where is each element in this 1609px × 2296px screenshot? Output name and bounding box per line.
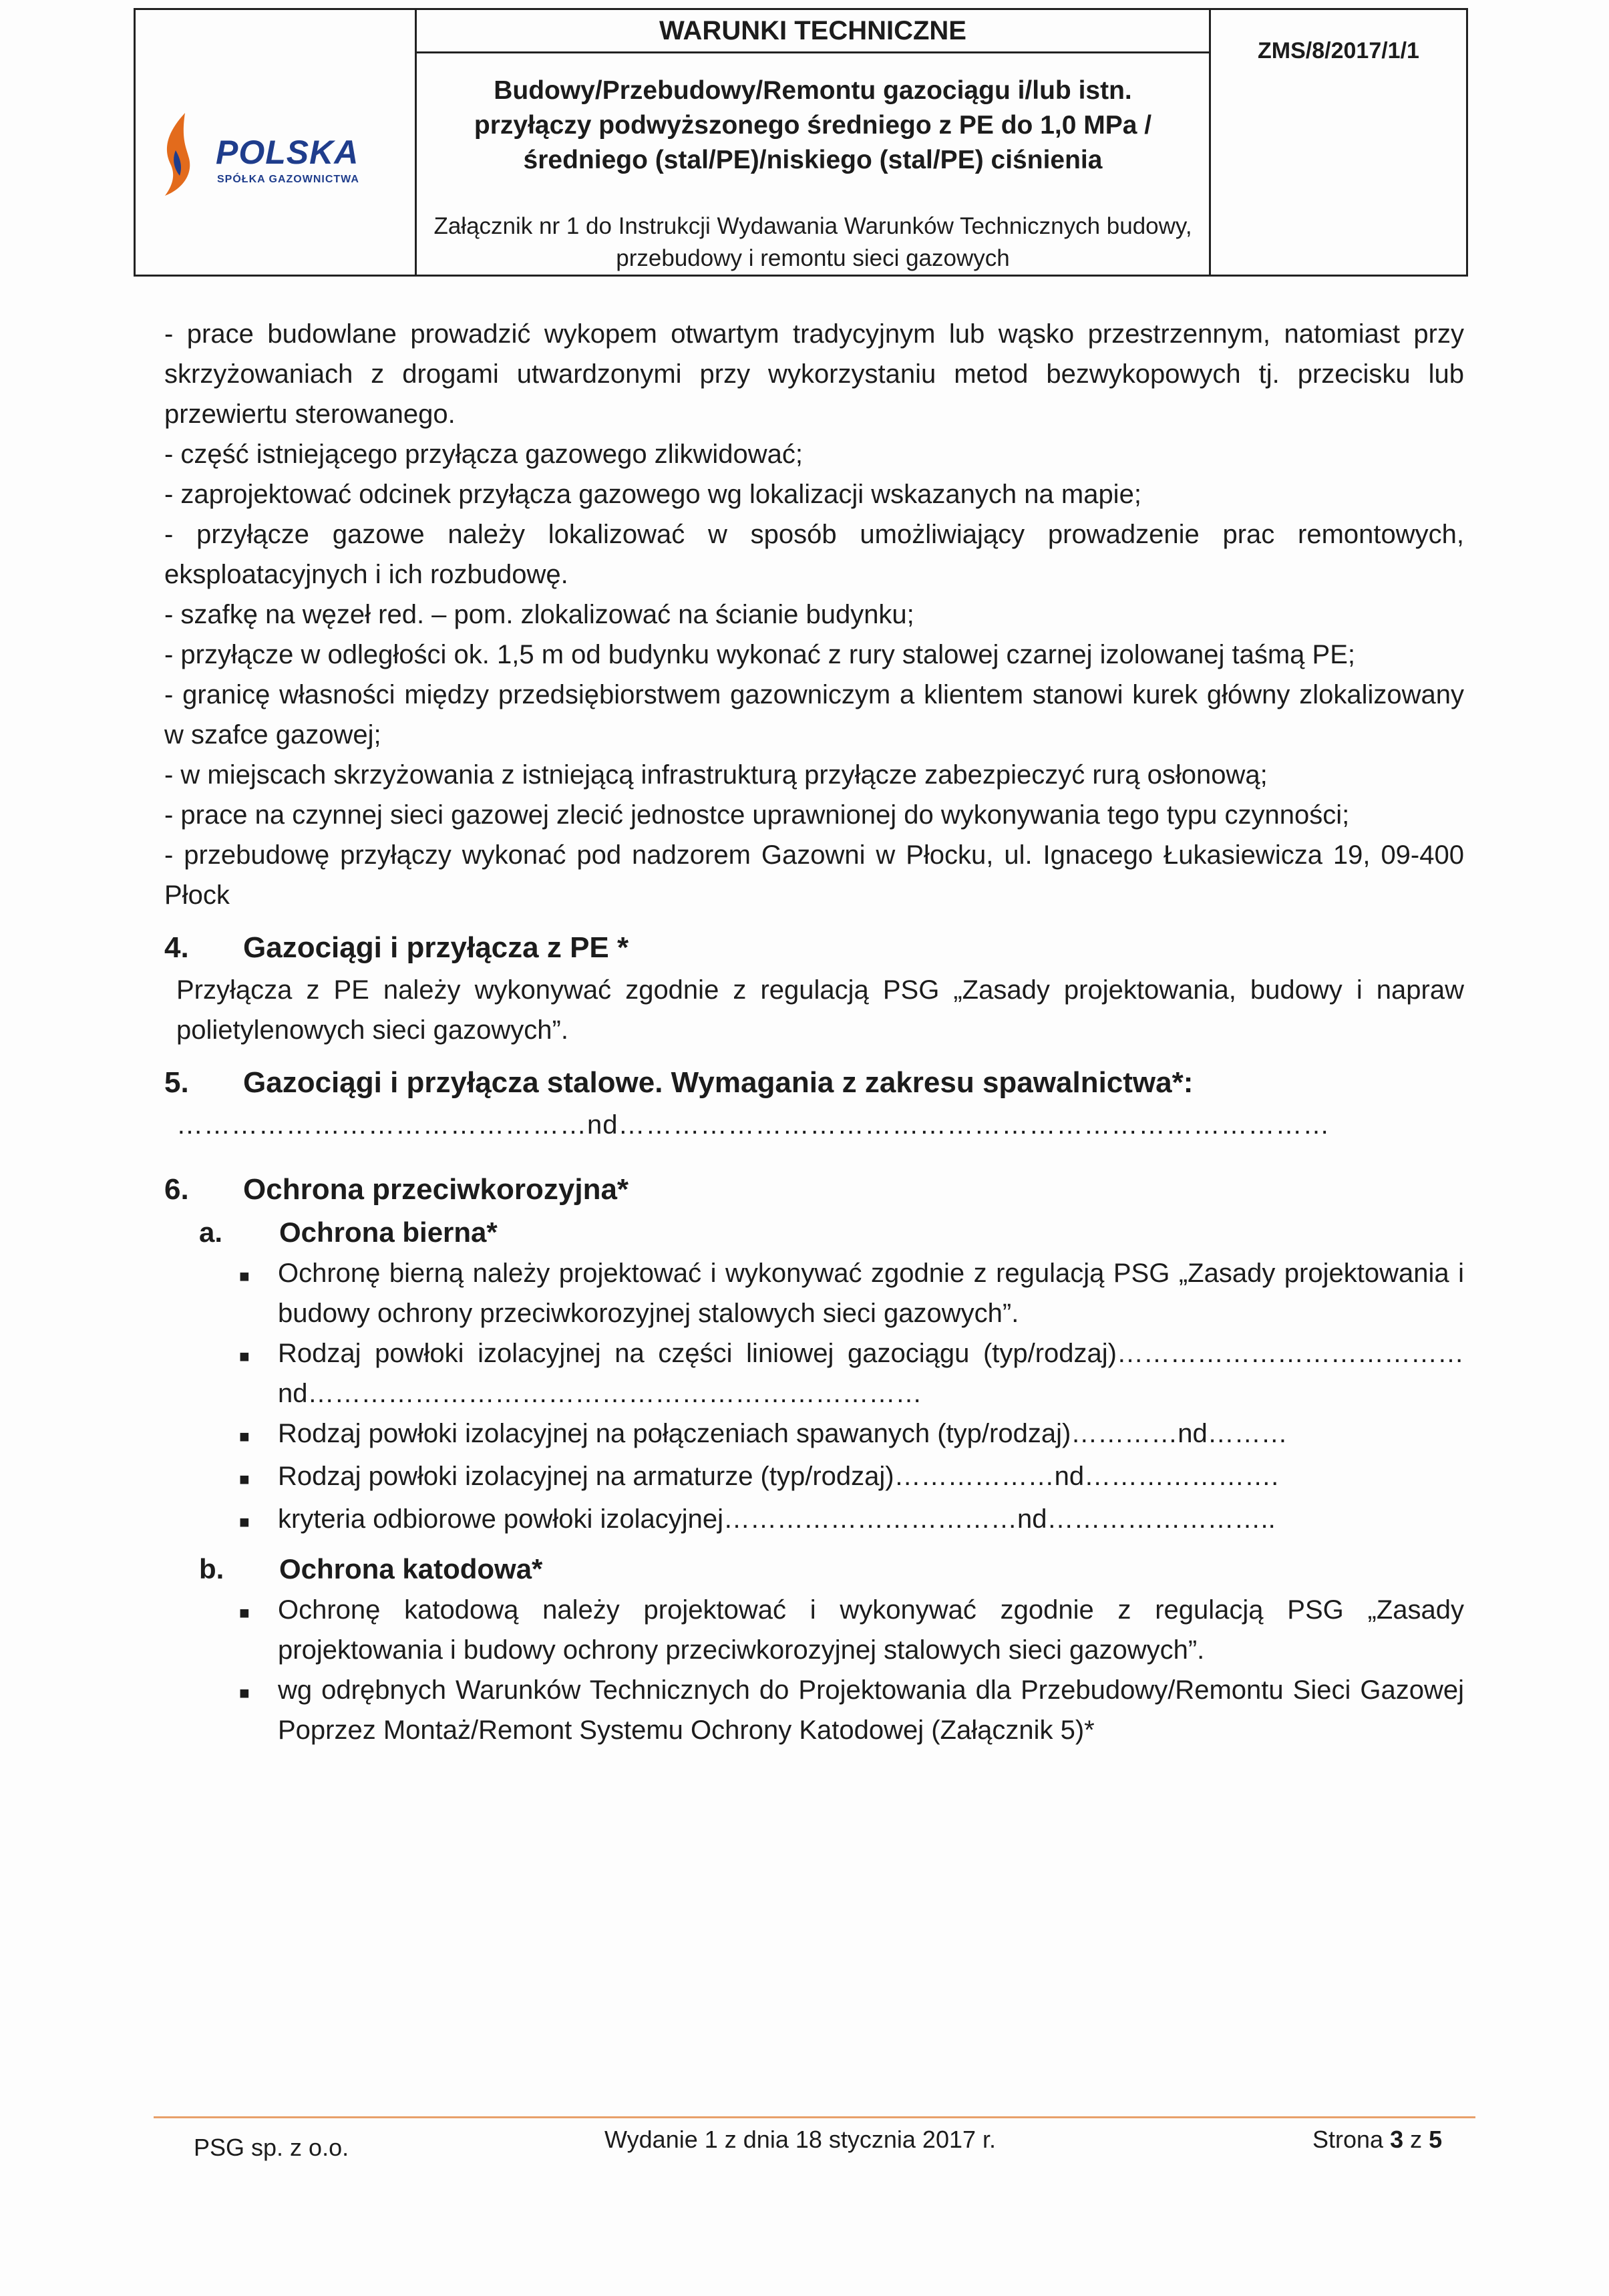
document-type: WARUNKI TECHNICZNE: [417, 13, 1209, 53]
section-number: 4.: [164, 931, 189, 964]
section-title: Gazociągi i przyłącza stalowe. Wymagania z zakresu spawalnictwa*:: [243, 1066, 1194, 1099]
bullet-icon: ■: [239, 1512, 250, 1532]
section-5-fill-line: ………………………………………nd……………………………………………………………………: [176, 1110, 1330, 1140]
subsection-number: a.: [199, 1216, 223, 1248]
requirement-item: - część istniejącego przyłącza gazowego zlikwidować;: [164, 440, 803, 469]
subsection-a-heading: [199, 1212, 1464, 1253]
bullet-item: ■ Rodzaj powłoki izolacyjnej na połączeniach spawanych (typ/rodzaj)…………nd………: [239, 1414, 1464, 1456]
footer-edition: Wydanie 1 z dnia 18 stycznia 2017 r.: [604, 2126, 997, 2153]
bullet-icon: ■: [239, 1683, 250, 1703]
section-title: Gazociągi i przyłącza z PE *: [243, 931, 629, 964]
section-6-heading: [164, 1168, 1464, 1212]
document-subject: Budowy/Przebudowy/Remontu gazociągu i/lub istn. przyłączy podwyższonego średniego z PE do 1,0 MPa /średniego (stal/PE)/niskiego (stal/PE) ciśnienia: [474, 76, 1152, 174]
bullet-item: ■ Ochronę bierną należy projektować i wykonywać zgodnie z regulacją PSG „Zasady projektowania i budowy ochrony przeciwkorozyjnej stalowych sieci gazowych”.: [239, 1253, 1464, 1333]
requirement-item: - prace na czynnej sieci gazowej zlecić jednostce uprawnionej do wykonywania tego typu czynności;: [164, 800, 1350, 830]
bullet-icon: ■: [239, 1603, 250, 1623]
requirement-item: - przyłącze w odległości ok. 1,5 m od budynku wykonać z rury stalowej czarnej izolowanej taśmą PE;: [164, 640, 1356, 669]
bullet-icon: ■: [239, 1266, 250, 1286]
section-number: 5.: [164, 1066, 189, 1099]
footer-company: PSG sp. z o.o.: [194, 2134, 349, 2161]
logo-cell: [136, 10, 417, 275]
section-number: 6.: [164, 1173, 189, 1206]
flame-icon: [156, 110, 209, 204]
subsection-title: Ochrona katodowa*: [279, 1553, 543, 1585]
logo-wordmark: POLSKA: [216, 134, 359, 171]
subsection-number: b.: [199, 1553, 224, 1585]
footer-page-number: Strona 3 z 5: [1312, 2126, 1443, 2153]
requirement-item: - przyłącze gazowe należy lokalizować w sposób umożliwiający prowadzenie prac remontowych, eksploatacyjnych i ich rozbudowę.: [164, 520, 1464, 589]
subsection-title: Ochrona bierna*: [279, 1216, 498, 1248]
bullet-item: ■ wg odrębnych Warunków Technicznych do Projektowania dla Przebudowy/Remontu Sieci Gazowej Poprzez Montaż/Remont Systemu Ochrony Katodowej (Załącznik 5)*: [239, 1670, 1464, 1750]
footer-rule: [154, 2116, 1475, 2118]
bullet-item: ■ Rodzaj powłoki izolacyjnej na części liniowej gazociągu (typ/rodzaj)…………………………………nd……………………………………………………………: [239, 1333, 1464, 1414]
requirement-item: - zaprojektować odcinek przyłącza gazowego wg lokalizacji wskazanych na mapie;: [164, 480, 1141, 509]
section-4-heading: [164, 926, 1464, 970]
requirement-item: - granicę własności między przedsiębiorstwem gazowniczym a klientem stanowi kurek główny zlokalizowany w szafce gazowej;: [164, 680, 1464, 750]
document-header: [134, 8, 1468, 277]
document-code: ZMS/8/2017/1/1: [1258, 38, 1419, 63]
requirement-item: - przebudowę przyłączy wykonać pod nadzorem Gazowni w Płocku, ul. Ignacego Łukasiewicza 19, 09-400 Płock: [164, 840, 1464, 910]
requirement-item: - w miejscach skrzyżowania z istniejącą infrastrukturą przyłącze zabezpieczyć rurą osłonową;: [164, 760, 1268, 790]
bullet-item: ■ Ochronę katodową należy projektować i wykonywać zgodnie z regulacją PSG „Zasady projektowania i budowy ochrony przeciwkorozyjnej stalowych sieci gazowych”.: [239, 1590, 1464, 1670]
title-cell: [417, 10, 1211, 275]
bullet-icon: ■: [239, 1426, 250, 1446]
bullet-item: ■ kryteria odbiorowe powłoki izolacyjnej……………………………nd……………………..: [239, 1499, 1464, 1542]
requirement-item: - szafkę na węzeł red. – pom. zlokalizować na ścianie budynku;: [164, 600, 914, 629]
section-5-heading: [164, 1061, 1464, 1105]
bullet-item: ■ Rodzaj powłoki izolacyjnej na armaturze (typ/rodzaj)………………nd………………….: [239, 1456, 1464, 1499]
subsection-b-heading: [199, 1548, 1464, 1590]
document-body: [164, 314, 1464, 1750]
annex-note: Załącznik nr 1 do Instrukcji Wydawania Warunków Technicznych budowy, przebudowy i remontu sieci gazowych: [433, 213, 1192, 271]
requirement-item: - prace budowlane prowadzić wykopem otwartym tradycyjnym lub wąsko przestrzennym, natomiast przy skrzyżowaniach z drogami utwardzonymi przy wykorzystaniu metod bezwykopowych tj. przecisku lub przewiertu sterowanego.: [164, 319, 1464, 429]
section-title: Ochrona przeciwkorozyjna*: [243, 1173, 629, 1206]
bullet-icon: ■: [239, 1469, 250, 1489]
section-4-text: Przyłącza z PE należy wykonywać zgodnie z regulacją PSG „Zasady projektowania, budowy i napraw polietylenowych sieci gazowych”.: [176, 975, 1464, 1045]
logo-subtitle: SPÓŁKA GAZOWNICTWA: [217, 174, 359, 185]
bullet-icon: ■: [239, 1346, 250, 1366]
